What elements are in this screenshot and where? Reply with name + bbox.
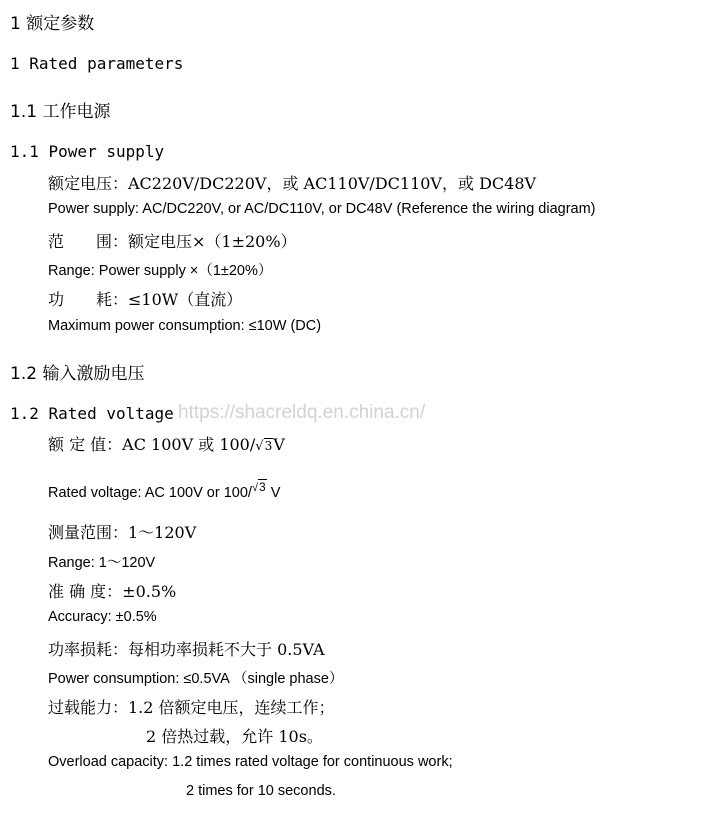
rated-voltage-cn-prefix: 额 定 值：AC 100V 或 100/: [48, 435, 256, 454]
rated-voltage-en-suffix: V: [266, 485, 281, 501]
measure-range-cn: 测量范围：1～120V: [48, 523, 197, 542]
rated-voltage-en-prefix: Rated voltage: AC 100V or 100/: [48, 485, 252, 501]
overload-en-1: Overload capacity: 1.2 times rated voltage for continuous work;: [48, 754, 453, 770]
overload-cn-1: 过载能力：1.2 倍额定电压，连续工作；: [48, 698, 335, 717]
overload-en-2: 2 times for 10 seconds.: [186, 783, 336, 799]
rated-voltage-cn-suffix: V: [273, 435, 285, 454]
heading-1-1-en: 1.1 Power supply: [10, 142, 165, 161]
power-consumption-cn: 功 耗：≤10W（直流）: [48, 290, 243, 309]
power-supply-cn: 额定电压：AC220V/DC220V，或 AC110V/DC110V，或 DC48V: [48, 174, 537, 193]
range-cn: 范 围：额定电压×（1±20%）: [48, 232, 297, 251]
power-loss-en: Power consumption: ≤0.5VA （single phase）: [48, 671, 344, 687]
sqrt-radicand: 3: [259, 480, 266, 494]
sqrt-symbol: √3: [255, 439, 273, 454]
watermark: https://shacreldq.en.china.cn/: [178, 402, 426, 423]
measure-range-en: Range: 1～120V: [48, 555, 156, 571]
sqrt-symbol: √3: [251, 480, 266, 494]
power-supply-en: Power supply: AC/DC220V, or AC/DC110V, or DC48V (Reference the wiring diagram): [48, 201, 596, 217]
accuracy-cn: 准 确 度：±0.5%: [48, 582, 177, 601]
sqrt-radicand: 3: [264, 439, 273, 453]
range-en: Range: Power supply ×（1±20%）: [48, 263, 273, 279]
overload-cn-2: 2 倍热过载，允许 10s。: [146, 727, 323, 746]
heading-1-2-cn: 1.2 输入激励电压: [10, 364, 145, 384]
rated-voltage-en: [48, 480, 280, 501]
heading-1-cn: 1 额定参数: [10, 14, 95, 34]
rated-voltage-cn: [48, 432, 285, 455]
power-loss-cn: 功率损耗：每相功率损耗不大于 0.5VA: [48, 640, 325, 659]
accuracy-en: Accuracy: ±0.5%: [48, 609, 157, 625]
power-consumption-en: Maximum power consumption: ≤10W (DC): [48, 318, 322, 334]
heading-1-2-en: 1.2 Rated voltage: [10, 404, 174, 423]
heading-1-en: 1 Rated parameters: [10, 54, 184, 73]
heading-1-1-cn: 1.1 工作电源: [10, 102, 111, 122]
